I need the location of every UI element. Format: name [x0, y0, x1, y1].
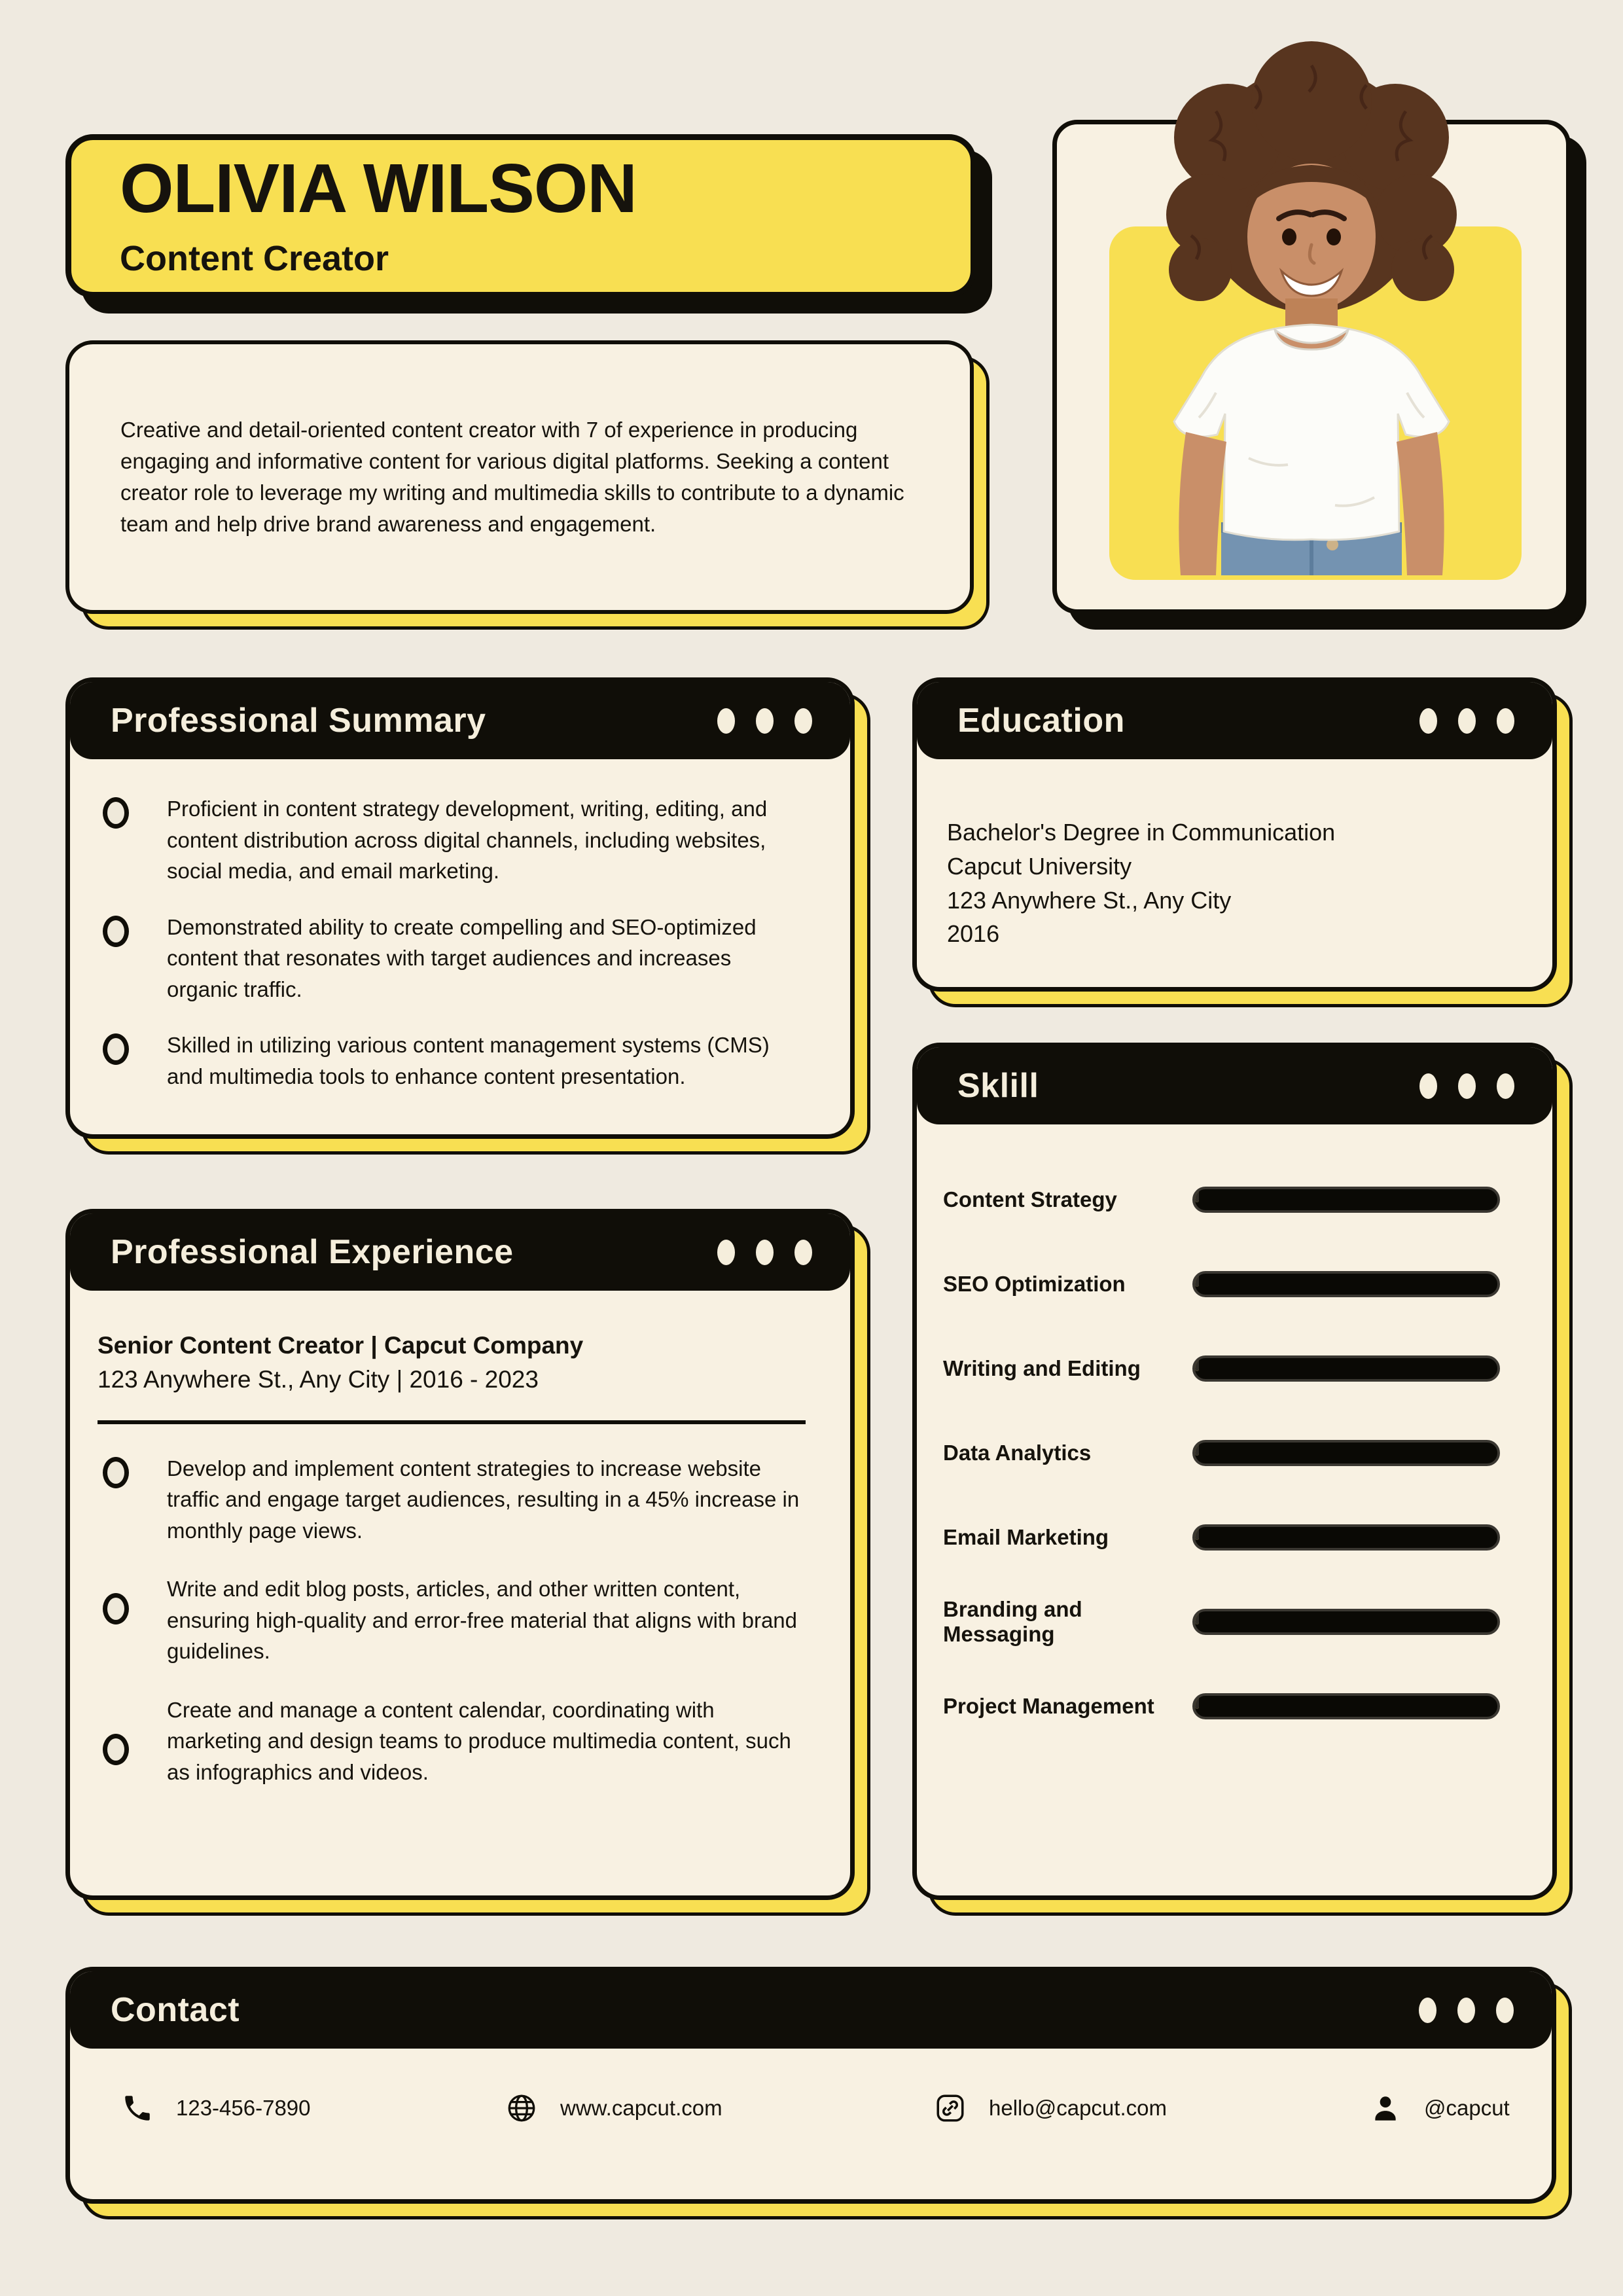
skill-bar-fill: [1195, 1441, 1199, 1456]
bullet-circle-icon: [103, 1033, 129, 1065]
contact-item-handle[interactable]: [1369, 2092, 1510, 2125]
window-dots: [1419, 1073, 1514, 1099]
contact-row: [70, 2049, 1552, 2199]
window-dot-icon: [756, 708, 774, 734]
job-title: Senior Content Creator | Capcut Company: [98, 1332, 584, 1359]
skill-label: Writing and Editing: [943, 1355, 1141, 1380]
section-title: Professional Experience: [111, 1233, 514, 1271]
bullet-text: Create and manage a content calendar, coordinating with marketing and design teams to produce multimedia content, such as infographics and videos.: [167, 1697, 791, 1784]
summary-card: [65, 677, 855, 1139]
window-dot-icon: [756, 1240, 774, 1265]
experience-details: [70, 1291, 850, 1787]
window-dots: [1419, 1998, 1514, 2023]
skill-row: [943, 1326, 1500, 1410]
window-dot-icon: [1419, 708, 1437, 734]
skill-row: [943, 1157, 1500, 1242]
window-titlebar: [70, 1213, 850, 1291]
window-titlebar: [917, 1047, 1552, 1124]
globe-icon: [505, 2092, 538, 2125]
window-dot-icon: [1457, 1998, 1475, 2023]
education-card: [912, 677, 1557, 992]
intro-card: [65, 340, 974, 614]
list-item: [98, 1695, 810, 1788]
bullet-circle-icon: [103, 1593, 129, 1624]
section-title: Professional Summary: [111, 702, 486, 740]
experience-card: [65, 1209, 855, 1900]
divider: [98, 1420, 806, 1424]
name-card: [65, 134, 976, 298]
skill-bar: [1192, 1609, 1500, 1635]
bullet-circle-icon: [103, 1457, 129, 1488]
skill-bar-fill: [1195, 1356, 1199, 1371]
experience-list: [98, 1453, 810, 1788]
education-school: Capcut University: [947, 852, 1132, 880]
window-dot-icon: [1497, 1073, 1514, 1099]
bullet-circle-icon: [103, 797, 129, 829]
education-degree: Bachelor's Degree in Communication: [947, 819, 1336, 846]
contact-item-phone[interactable]: [121, 2092, 311, 2125]
contact-card: [65, 1967, 1556, 2204]
education-address: 123 Anywhere St., Any City: [947, 886, 1232, 914]
skill-label: SEO Optimization: [943, 1271, 1126, 1296]
contact-phone[interactable]: 123-456-7890: [176, 2096, 311, 2120]
section-title: Contact: [111, 1991, 240, 2029]
window-titlebar: [70, 1971, 1552, 2049]
user-icon: [1369, 2092, 1402, 2125]
list-item: [98, 1573, 810, 1667]
skill-list: [917, 1124, 1552, 1748]
window-dots: [717, 1240, 812, 1265]
skill-bar: [1192, 1524, 1500, 1551]
contact-handle[interactable]: @capcut: [1424, 2096, 1510, 2120]
skill-bar: [1192, 1355, 1500, 1382]
section-title: Education: [957, 702, 1125, 740]
window-dots: [1419, 708, 1514, 734]
summary-list: [70, 759, 850, 1092]
window-dot-icon: [1497, 708, 1514, 734]
skill-bar: [1192, 1440, 1500, 1466]
job-meta: 123 Anywhere St., Any City | 2016 - 2023: [98, 1365, 539, 1393]
skill-bar-fill: [1195, 1525, 1199, 1540]
photo-card: [1052, 120, 1571, 614]
list-item: [98, 793, 807, 887]
skill-label: Data Analytics: [943, 1440, 1092, 1465]
skill-bar: [1192, 1693, 1500, 1719]
skills-card: [912, 1043, 1557, 1900]
link-icon: [934, 2092, 967, 2125]
skill-bar-fill: [1195, 1187, 1199, 1202]
window-dot-icon: [1496, 1998, 1514, 2023]
bullet-circle-icon: [103, 1734, 129, 1765]
window-dot-icon: [1419, 1998, 1436, 2023]
list-item: [98, 1453, 810, 1547]
phone-icon: [121, 2092, 154, 2125]
page-title: OLIVIA WILSON: [120, 149, 637, 227]
window-dot-icon: [1458, 1073, 1476, 1099]
contact-email[interactable]: hello@capcut.com: [989, 2096, 1167, 2120]
skill-row: [943, 1579, 1500, 1664]
bullet-text: Demonstrated ability to create compelling and SEO-optimized content that resonates with target audiences and increases organic traffic.: [167, 914, 757, 1001]
bullet-text: Skilled in utilizing various content management systems (CMS) and multimedia tools to enhance content presentation.: [167, 1033, 770, 1088]
photo-yellow-backdrop: [1109, 226, 1522, 580]
list-item: [98, 912, 807, 1005]
skill-label: Email Marketing: [943, 1524, 1109, 1549]
list-item: [98, 1030, 807, 1092]
skill-label: Content Strategy: [943, 1187, 1117, 1211]
skill-bar: [1192, 1271, 1500, 1297]
education-year: 2016: [947, 920, 1000, 948]
window-titlebar: [70, 682, 850, 759]
bullet-circle-icon: [103, 916, 129, 947]
skill-bar-fill: [1195, 1694, 1199, 1709]
skill-label: Project Management: [943, 1693, 1154, 1718]
window-dots: [717, 708, 812, 734]
window-dot-icon: [1419, 1073, 1437, 1099]
contact-item-website[interactable]: [505, 2092, 722, 2125]
bullet-text: Develop and implement content strategies to increase website traffic and engage target audiences, resulting in a 45% increase in monthly page views.: [167, 1456, 800, 1543]
contact-item-email[interactable]: [934, 2092, 1167, 2125]
window-dot-icon: [794, 708, 812, 734]
window-dot-icon: [794, 1240, 812, 1265]
window-titlebar: [917, 682, 1552, 759]
window-dot-icon: [717, 708, 735, 734]
contact-website[interactable]: www.capcut.com: [560, 2096, 722, 2120]
skill-row: [943, 1410, 1500, 1495]
role-subtitle: Content Creator: [120, 239, 389, 279]
skill-row: [943, 1495, 1500, 1579]
section-title: Sklill: [957, 1067, 1039, 1105]
window-dot-icon: [1458, 708, 1476, 734]
education-details: [917, 759, 1552, 951]
skill-bar-fill: [1195, 1609, 1199, 1624]
bullet-text: Proficient in content strategy development, writing, editing, and content distribution across digital channels, including websites, social media, and email marketing.: [167, 797, 768, 884]
bullet-text: Write and edit blog posts, articles, and other written content, ensuring high-quality and error-free material that aligns with brand guidelines.: [167, 1577, 798, 1664]
skill-bar: [1192, 1187, 1500, 1213]
skill-bar-fill: [1195, 1272, 1199, 1287]
window-dot-icon: [717, 1240, 735, 1265]
intro-text: Creative and detail-oriented content creator with 7 of experience in producing engaging and informative content for various digital platforms. Seeking a content creator role to leverage my writing and multimedia skills to contribute to a dynamic team and help drive brand awareness and engagement.: [120, 418, 904, 536]
skill-row: [943, 1242, 1500, 1326]
skill-label: Branding and Messaging: [943, 1596, 1082, 1646]
skill-row: [943, 1664, 1500, 1748]
